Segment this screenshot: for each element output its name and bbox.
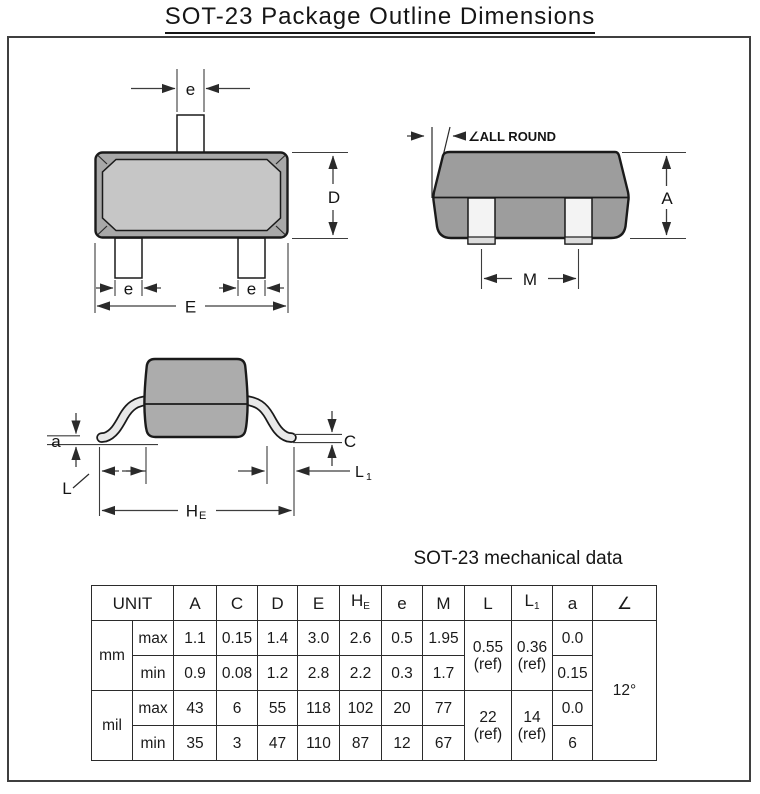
cell-mm-min-C: 0.08 <box>217 656 258 691</box>
col-header-a: a <box>553 586 593 621</box>
dim-label-E: E <box>184 297 197 317</box>
dim-e-bottom-right <box>219 280 284 299</box>
col-header-HE: $H_E$ <box>340 586 382 621</box>
cell-mm-min-e: 0.3 <box>382 656 423 691</box>
row-label-min: min <box>133 726 174 761</box>
cell-mm-max-D: 1.4 <box>258 621 298 656</box>
cell-mm-max-e: 0.5 <box>382 621 423 656</box>
iso-lead-right <box>565 198 592 244</box>
front-body <box>144 359 247 437</box>
dim-label-M: M <box>522 270 538 289</box>
dim-e-top <box>131 69 250 112</box>
dim-label-HE-base: H <box>185 501 198 521</box>
dim-C <box>293 411 356 466</box>
col-header-A: A <box>174 586 217 621</box>
top-view-lead-bottom-left <box>115 238 142 278</box>
unit-cell-mm: mm <box>92 621 133 691</box>
col-header-e: e <box>382 586 423 621</box>
dim-label-L: L <box>62 479 72 498</box>
col-header-L: L <box>465 586 512 621</box>
dim-label-D: D <box>327 188 341 207</box>
cell-mil-max-e: 20 <box>382 691 423 726</box>
cell-mil-min-HE: 87 <box>340 726 382 761</box>
dim-label-HE-sub: E <box>199 510 207 522</box>
cell-mil-max-D: 55 <box>258 691 298 726</box>
all-round-note: ∠ALL ROUND <box>468 129 556 144</box>
table-row-mm-max <box>92 621 657 656</box>
cell-mm-min-M: 1.7 <box>423 656 465 691</box>
row-label-min: min <box>133 656 174 691</box>
iso-body <box>433 152 628 238</box>
cell-mil-L1: 14 (ref) <box>512 691 553 761</box>
front-view-drawing <box>47 359 372 522</box>
cell-mil-min-e: 12 <box>382 726 423 761</box>
dim-label-e-bottom-right: e <box>246 279 257 299</box>
iso-view-drawing <box>407 127 686 289</box>
cell-angle: 12° <box>593 621 657 761</box>
unit-cell-mil: mil <box>92 691 133 761</box>
dim-label-L1-base: L <box>355 464 364 481</box>
col-header-D: D <box>258 586 298 621</box>
front-lead-right <box>242 400 292 438</box>
cell-mil-max-C: 6 <box>217 691 258 726</box>
top-view-body-inner <box>103 160 281 231</box>
cell-mil-min-A: 35 <box>174 726 217 761</box>
dim-L <box>62 447 146 516</box>
page-title: SOT-23 Package Outline Dimensions <box>0 3 760 31</box>
cell-mm-min-E: 2.8 <box>298 656 340 691</box>
col-header-unit: UNIT <box>92 586 174 621</box>
cell-mm-max-C: 0.15 <box>217 621 258 656</box>
dim-label-a: a <box>51 432 61 451</box>
table-title: SOT-23 mechanical data <box>413 548 623 569</box>
cell-mm-max-A: 1.1 <box>174 621 217 656</box>
cell-mm-min-HE: 2.2 <box>340 656 382 691</box>
dim-label-A: A <box>661 189 673 208</box>
cell-mil-min-M: 67 <box>423 726 465 761</box>
col-header-E: E <box>298 586 340 621</box>
cell-mil-L: 22 (ref) <box>465 691 512 761</box>
cell-mm-min-A: 0.9 <box>174 656 217 691</box>
cell-mil-max-M: 77 <box>423 691 465 726</box>
dim-E <box>97 298 286 317</box>
cell-mil-min-a: 6 <box>553 726 593 761</box>
cell-mil-min-E: 110 <box>298 726 340 761</box>
dim-D <box>292 153 348 239</box>
cell-mil-min-D: 47 <box>258 726 298 761</box>
cell-mil-max-HE: 102 <box>340 691 382 726</box>
top-view-lead-bottom-right <box>238 238 265 278</box>
table-row-mil-max <box>92 691 657 726</box>
col-header-angle: ∠ <box>593 586 657 621</box>
col-header-M: M <box>423 586 465 621</box>
dim-e-bottom-left <box>96 280 161 299</box>
cell-mm-L: 0.55 (ref) <box>465 621 512 691</box>
dim-label-e-top: e <box>185 80 196 99</box>
cell-mm-L1: 0.36 (ref) <box>512 621 553 691</box>
table-row-mm-min <box>92 656 657 691</box>
dim-label-L1-sub: 1 <box>366 471 372 483</box>
mechanical-data-table <box>91 585 657 761</box>
table-row-mil-min <box>92 726 657 761</box>
top-view-lead-top <box>177 115 204 153</box>
dim-label-e-bottom-left: e <box>123 279 134 299</box>
dim-A <box>622 153 686 239</box>
row-label-max: max <box>133 691 174 726</box>
cell-mil-min-C: 3 <box>217 726 258 761</box>
col-header-L1: $L_1$ <box>512 586 553 621</box>
cell-mm-max-a: 0.0 <box>553 621 593 656</box>
row-label-max: max <box>133 621 174 656</box>
dim-label-C: C <box>343 432 357 451</box>
cell-mm-max-HE: 2.6 <box>340 621 382 656</box>
cell-mil-max-a: 0.0 <box>553 691 593 726</box>
table-header-row <box>92 586 657 621</box>
dim-M <box>482 249 579 289</box>
cell-mil-max-A: 43 <box>174 691 217 726</box>
col-header-C: C <box>217 586 258 621</box>
cell-mm-max-M: 1.95 <box>423 621 465 656</box>
top-view-drawing <box>95 69 348 317</box>
cell-mil-max-E: 118 <box>298 691 340 726</box>
cell-mm-min-a: 0.15 <box>553 656 593 691</box>
iso-lead-left <box>468 198 495 244</box>
dim-HE <box>102 502 292 523</box>
dim-L1 <box>238 446 372 516</box>
cell-mm-min-D: 1.2 <box>258 656 298 691</box>
cell-mm-max-E: 3.0 <box>298 621 340 656</box>
